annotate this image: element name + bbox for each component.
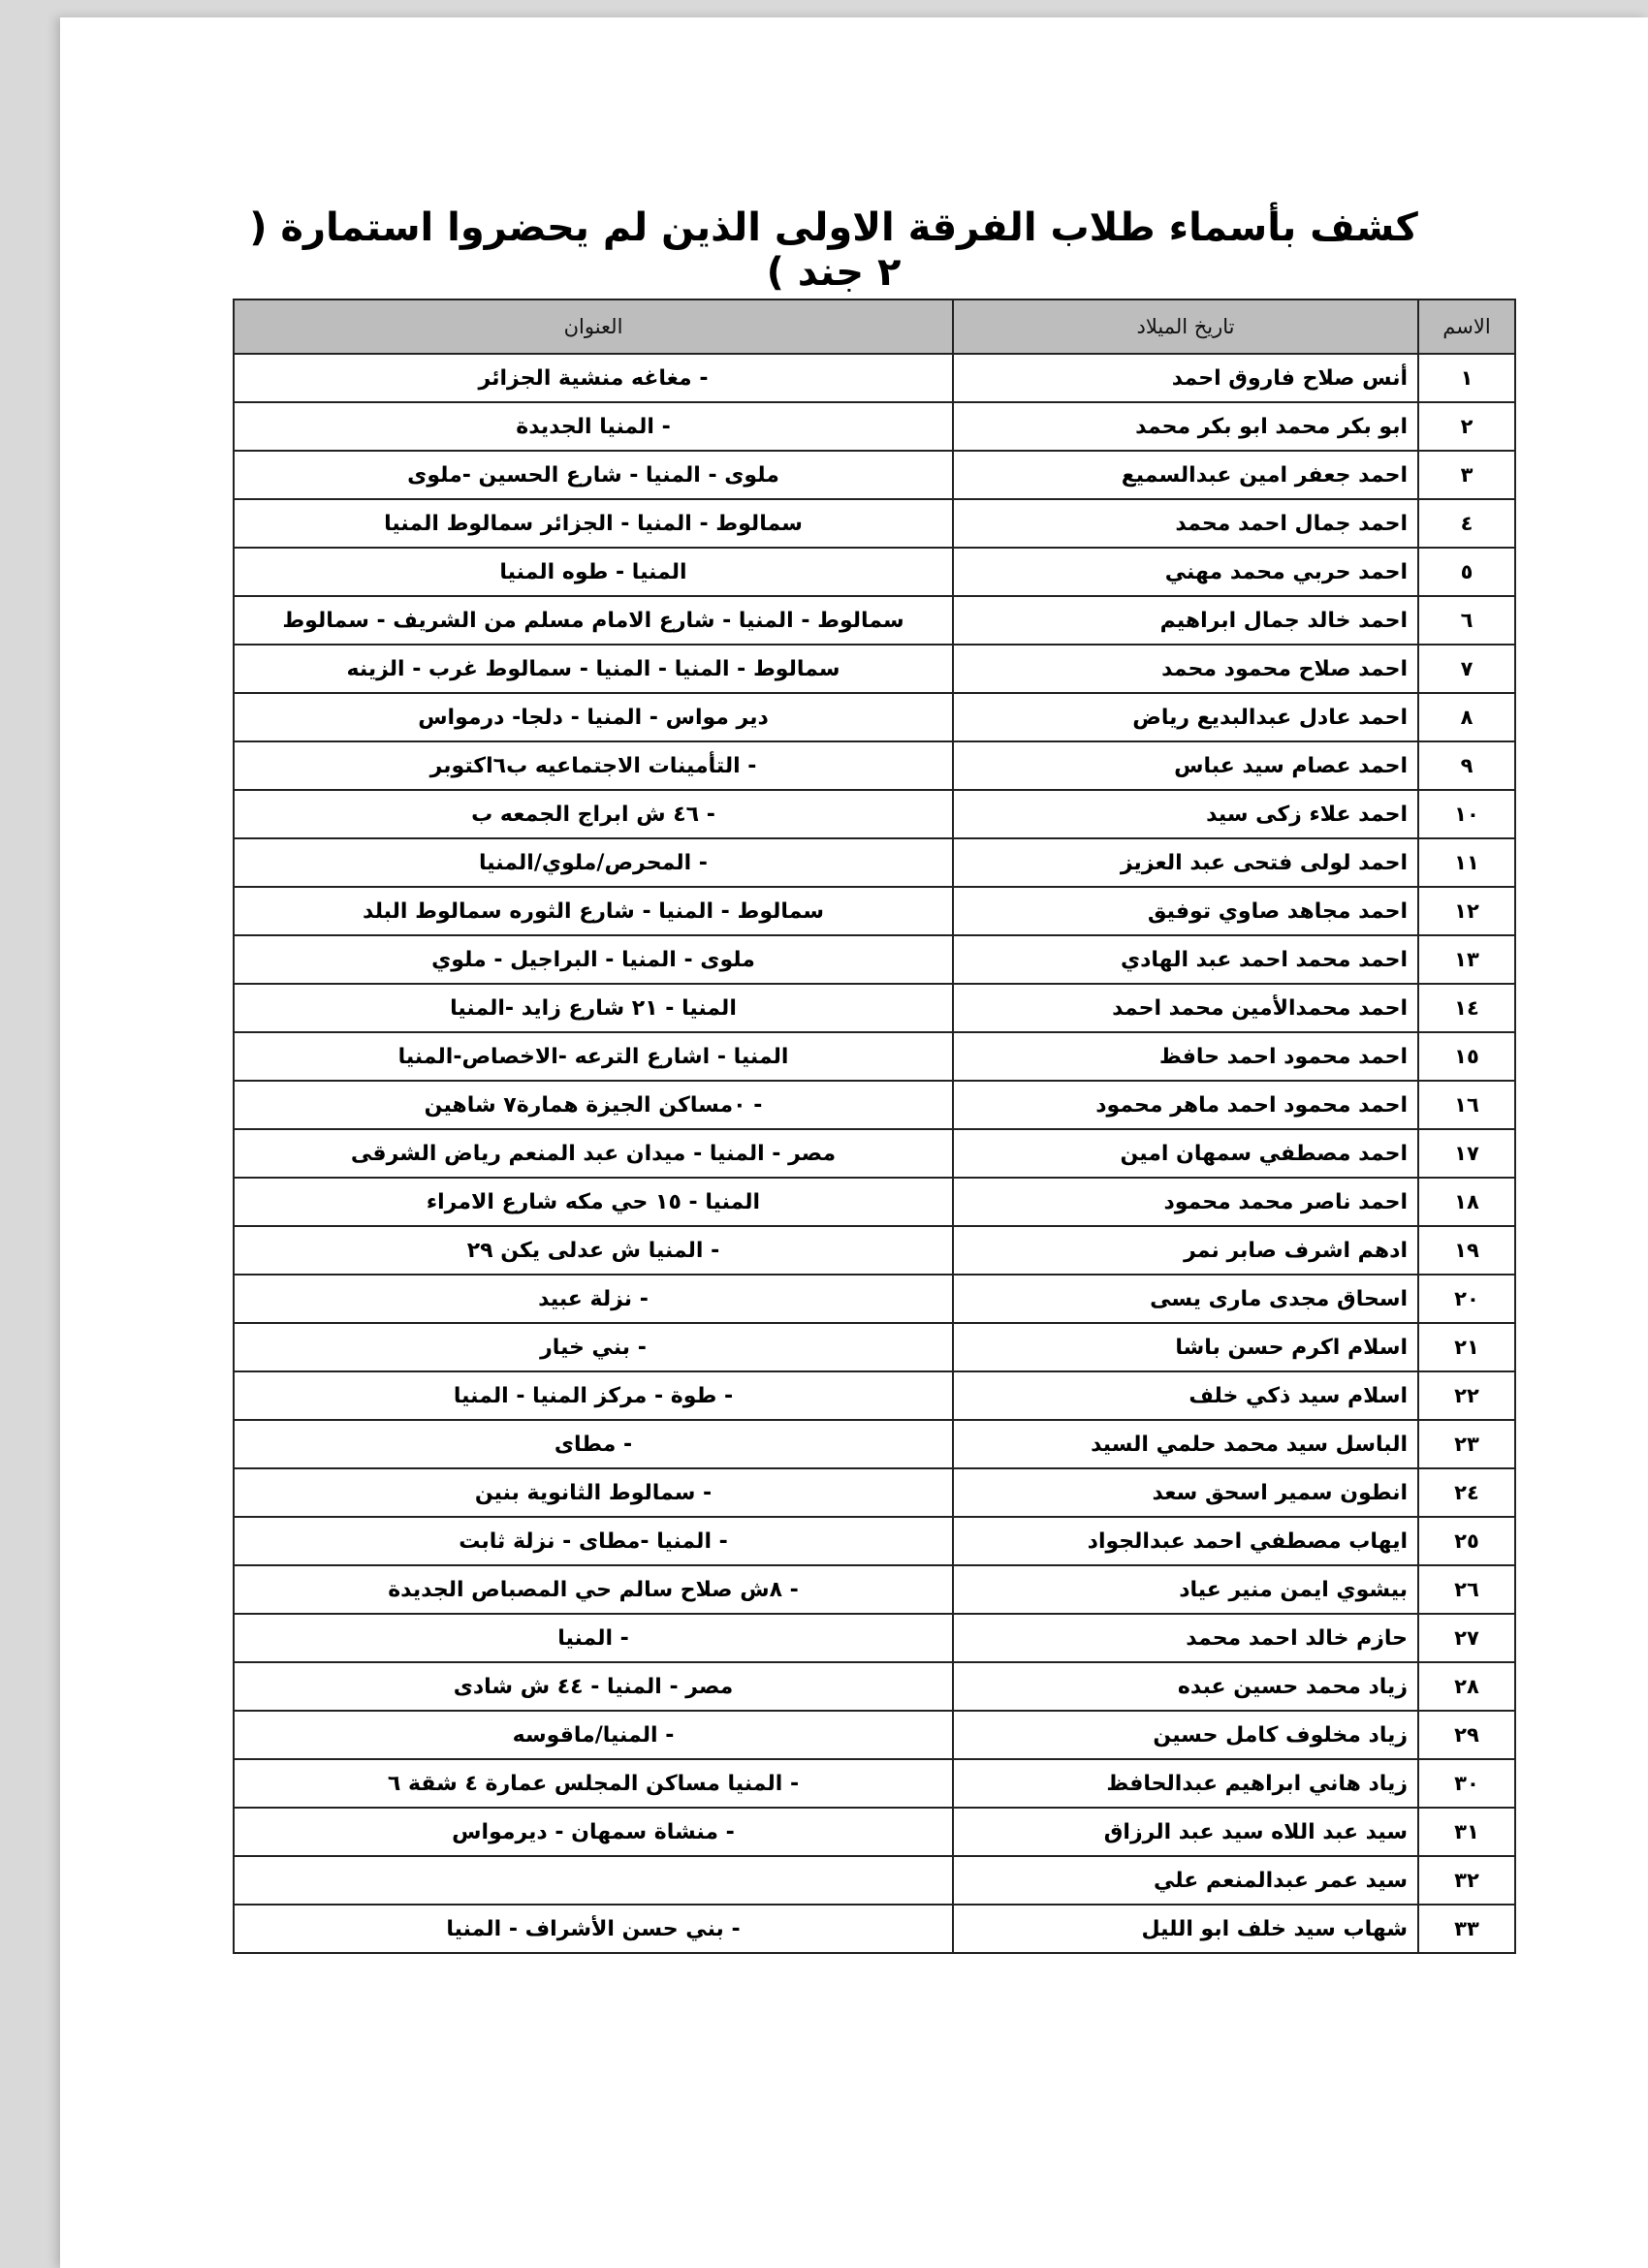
table-row bbox=[234, 1856, 1515, 1905]
row-number: ٩ bbox=[1418, 741, 1515, 790]
student-name: أنس صلاح فاروق احمد bbox=[953, 354, 1418, 402]
student-name: احمد جعفر امين عبدالسميع bbox=[953, 451, 1418, 499]
table-row bbox=[234, 1565, 1515, 1614]
student-name: احمد حربي محمد مهني bbox=[953, 548, 1418, 596]
student-name: زياد هاني ابراهيم عبدالحافظ bbox=[953, 1759, 1418, 1808]
student-name: اسحاق مجدى مارى يسى bbox=[953, 1275, 1418, 1323]
student-address: ملوى - المنيا - شارع الحسين -ملوى bbox=[234, 451, 953, 499]
table-row bbox=[234, 1711, 1515, 1759]
table-row bbox=[234, 499, 1515, 548]
student-name: سيد عمر عبدالمنعم علي bbox=[953, 1856, 1418, 1905]
student-address: - نزلة عبيد bbox=[234, 1275, 953, 1323]
student-address: - المنيا bbox=[234, 1614, 953, 1662]
student-address: المنيا - ١٥ حي مكه شارع الامراء bbox=[234, 1178, 953, 1226]
row-number: ١٨ bbox=[1418, 1178, 1515, 1226]
student-name: احمد جمال احمد محمد bbox=[953, 499, 1418, 548]
student-name: سيد عبد اللاه سيد عبد الرزاق bbox=[953, 1808, 1418, 1856]
student-address: سمالوط - المنيا - شارع الامام مسلم من الشريف - سمالوط bbox=[234, 596, 953, 645]
row-number: ١٠ bbox=[1418, 790, 1515, 838]
student-address: - سمالوط الثانوية بنين bbox=[234, 1468, 953, 1517]
row-number: ٨ bbox=[1418, 693, 1515, 741]
row-number: ٣٠ bbox=[1418, 1759, 1515, 1808]
student-address: - المنيا مساكن المجلس عمارة ٤ شقة ٦ bbox=[234, 1759, 953, 1808]
student-address: سمالوط - المنيا - شارع الثوره سمالوط البلد bbox=[234, 887, 953, 935]
table-row bbox=[234, 693, 1515, 741]
row-number: ٢١ bbox=[1418, 1323, 1515, 1371]
student-name: احمد محمدالأمين محمد احمد bbox=[953, 984, 1418, 1032]
header-name: تاريخ الميلاد bbox=[953, 299, 1418, 354]
student-address: سمالوط - المنيا - الجزائر سمالوط المنيا bbox=[234, 499, 953, 548]
row-number: ٦ bbox=[1418, 596, 1515, 645]
student-name: انطون سمير اسحق سعد bbox=[953, 1468, 1418, 1517]
student-address: - المنيا ش عدلى يكن ٢٩ bbox=[234, 1226, 953, 1275]
student-name: احمد صلاح محمود محمد bbox=[953, 645, 1418, 693]
row-number: ٢٦ bbox=[1418, 1565, 1515, 1614]
table-row bbox=[234, 1905, 1515, 1953]
student-address: - ٠مساكن الجيزة همارة٧ شاهين bbox=[234, 1081, 953, 1129]
row-number: ٣١ bbox=[1418, 1808, 1515, 1856]
student-name: احمد لولى فتحى عبد العزيز bbox=[953, 838, 1418, 887]
table-row bbox=[234, 1420, 1515, 1468]
row-number: ٢ bbox=[1418, 402, 1515, 451]
student-address: - المنيا/ماقوسه bbox=[234, 1711, 953, 1759]
table-row bbox=[234, 1032, 1515, 1081]
student-address: مصر - المنيا - ميدان عبد المنعم رياض الشرقى bbox=[234, 1129, 953, 1178]
table-row bbox=[234, 548, 1515, 596]
document-title: كشف بأسماء طلاب الفرقة الاولى الذين لم يحضروا استمارة ( ٢ جند ) bbox=[249, 205, 1418, 295]
student-name: احمد محمود احمد ماهر محمود bbox=[953, 1081, 1418, 1129]
student-address bbox=[234, 1856, 953, 1905]
student-name: احمد خالد جمال ابراهيم bbox=[953, 596, 1418, 645]
table-row bbox=[234, 354, 1515, 402]
student-name: احمد عادل عبدالبديع رياض bbox=[953, 693, 1418, 741]
student-name: زياد محمد حسين عبده bbox=[953, 1662, 1418, 1711]
row-number: ١٣ bbox=[1418, 935, 1515, 984]
student-address: ملوى - المنيا - البراجيل - ملوي bbox=[234, 935, 953, 984]
row-number: ٢٩ bbox=[1418, 1711, 1515, 1759]
header-address: العنوان bbox=[234, 299, 953, 354]
row-number: ١٩ bbox=[1418, 1226, 1515, 1275]
row-number: ٢٨ bbox=[1418, 1662, 1515, 1711]
student-name: ادهم اشرف صابر نمر bbox=[953, 1226, 1418, 1275]
student-address: - المحرص/ملوي/المنيا bbox=[234, 838, 953, 887]
row-number: ٣٢ bbox=[1418, 1856, 1515, 1905]
student-name: احمد محمود احمد حافظ bbox=[953, 1032, 1418, 1081]
row-number: ٢٣ bbox=[1418, 1420, 1515, 1468]
row-number: ١٢ bbox=[1418, 887, 1515, 935]
table-row bbox=[234, 1081, 1515, 1129]
table-row bbox=[234, 1759, 1515, 1808]
row-number: ٥ bbox=[1418, 548, 1515, 596]
student-address: مصر - المنيا - ٤٤ ش شادى bbox=[234, 1662, 953, 1711]
table-row bbox=[234, 1226, 1515, 1275]
student-name: شهاب سيد خلف ابو الليل bbox=[953, 1905, 1418, 1953]
student-name: احمد مصطفي سمهان امين bbox=[953, 1129, 1418, 1178]
student-address: - بني حسن الأشراف - المنيا bbox=[234, 1905, 953, 1953]
row-number: ١٥ bbox=[1418, 1032, 1515, 1081]
student-address: - المنيا الجديدة bbox=[234, 402, 953, 451]
table-row bbox=[234, 790, 1515, 838]
student-address: - بني خيار bbox=[234, 1323, 953, 1371]
table-row bbox=[234, 838, 1515, 887]
student-address: المنيا - طوه المنيا bbox=[234, 548, 953, 596]
table-row bbox=[234, 1323, 1515, 1371]
student-address: - ٤٦ ش ابراج الجمعه ب bbox=[234, 790, 953, 838]
table-row bbox=[234, 1808, 1515, 1856]
table-row bbox=[234, 1468, 1515, 1517]
student-address: - التأمينات الاجتماعيه ب٦اكتوبر bbox=[234, 741, 953, 790]
row-number: ٣٣ bbox=[1418, 1905, 1515, 1953]
row-number: ٤ bbox=[1418, 499, 1515, 548]
table-row bbox=[234, 1129, 1515, 1178]
table-row bbox=[234, 1275, 1515, 1323]
student-name: احمد ناصر محمد محمود bbox=[953, 1178, 1418, 1226]
table-header-row bbox=[234, 299, 1515, 354]
row-number: ١١ bbox=[1418, 838, 1515, 887]
table-row bbox=[234, 1178, 1515, 1226]
table-row bbox=[234, 1371, 1515, 1420]
student-name: حازم خالد احمد محمد bbox=[953, 1614, 1418, 1662]
row-number: ١٧ bbox=[1418, 1129, 1515, 1178]
student-address: - طوة - مركز المنيا - المنيا bbox=[234, 1371, 953, 1420]
table-row bbox=[234, 887, 1515, 935]
table-row bbox=[234, 741, 1515, 790]
student-name: اسلام اكرم حسن باشا bbox=[953, 1323, 1418, 1371]
table-row bbox=[234, 1614, 1515, 1662]
student-name: ابو بكر محمد ابو بكر محمد bbox=[953, 402, 1418, 451]
table-row bbox=[234, 935, 1515, 984]
student-address: سمالوط - المنيا - المنيا - سمالوط غرب - الزينه bbox=[234, 645, 953, 693]
table-row bbox=[234, 1517, 1515, 1565]
table-row bbox=[234, 645, 1515, 693]
students-table bbox=[233, 299, 1516, 1954]
student-address: دير مواس - المنيا - دلجا- درمواس bbox=[234, 693, 953, 741]
row-number: ٣ bbox=[1418, 451, 1515, 499]
table-row bbox=[234, 1662, 1515, 1711]
student-name: اسلام سيد ذكي خلف bbox=[953, 1371, 1418, 1420]
student-address: - منشاة سمهان - ديرمواس bbox=[234, 1808, 953, 1856]
student-name: الباسل سيد محمد حلمي السيد bbox=[953, 1420, 1418, 1468]
row-number: ٢٢ bbox=[1418, 1371, 1515, 1420]
student-name: احمد علاء زكى سيد bbox=[953, 790, 1418, 838]
student-address: المنيا - اشارع الترعه -الاخصاص-المنيا bbox=[234, 1032, 953, 1081]
table-row bbox=[234, 984, 1515, 1032]
row-number: ٧ bbox=[1418, 645, 1515, 693]
row-number: ١٤ bbox=[1418, 984, 1515, 1032]
student-address: المنيا - ٢١ شارع زايد -المنيا bbox=[234, 984, 953, 1032]
table-row bbox=[234, 451, 1515, 499]
header-number: الاسم bbox=[1418, 299, 1515, 354]
student-address: - مطاى bbox=[234, 1420, 953, 1468]
student-address: - ٨ش صلاح سالم حي المصباص الجديدة bbox=[234, 1565, 953, 1614]
row-number: ٢٧ bbox=[1418, 1614, 1515, 1662]
row-number: ٢٠ bbox=[1418, 1275, 1515, 1323]
student-name: ايهاب مصطفي احمد عبدالجواد bbox=[953, 1517, 1418, 1565]
student-name: احمد عصام سيد عباس bbox=[953, 741, 1418, 790]
table-row bbox=[234, 402, 1515, 451]
student-address: - مغاغه منشية الجزائر bbox=[234, 354, 953, 402]
row-number: ٢٥ bbox=[1418, 1517, 1515, 1565]
student-name: احمد مجاهد صاوي توفيق bbox=[953, 887, 1418, 935]
row-number: ١ bbox=[1418, 354, 1515, 402]
row-number: ١٦ bbox=[1418, 1081, 1515, 1129]
student-name: بيشوي ايمن منير عياد bbox=[953, 1565, 1418, 1614]
student-name: زياد مخلوف كامل حسين bbox=[953, 1711, 1418, 1759]
student-name: احمد محمد احمد عبد الهادي bbox=[953, 935, 1418, 984]
table-row bbox=[234, 596, 1515, 645]
student-address: - المنيا -مطاى - نزلة ثابت bbox=[234, 1517, 953, 1565]
row-number: ٢٤ bbox=[1418, 1468, 1515, 1517]
